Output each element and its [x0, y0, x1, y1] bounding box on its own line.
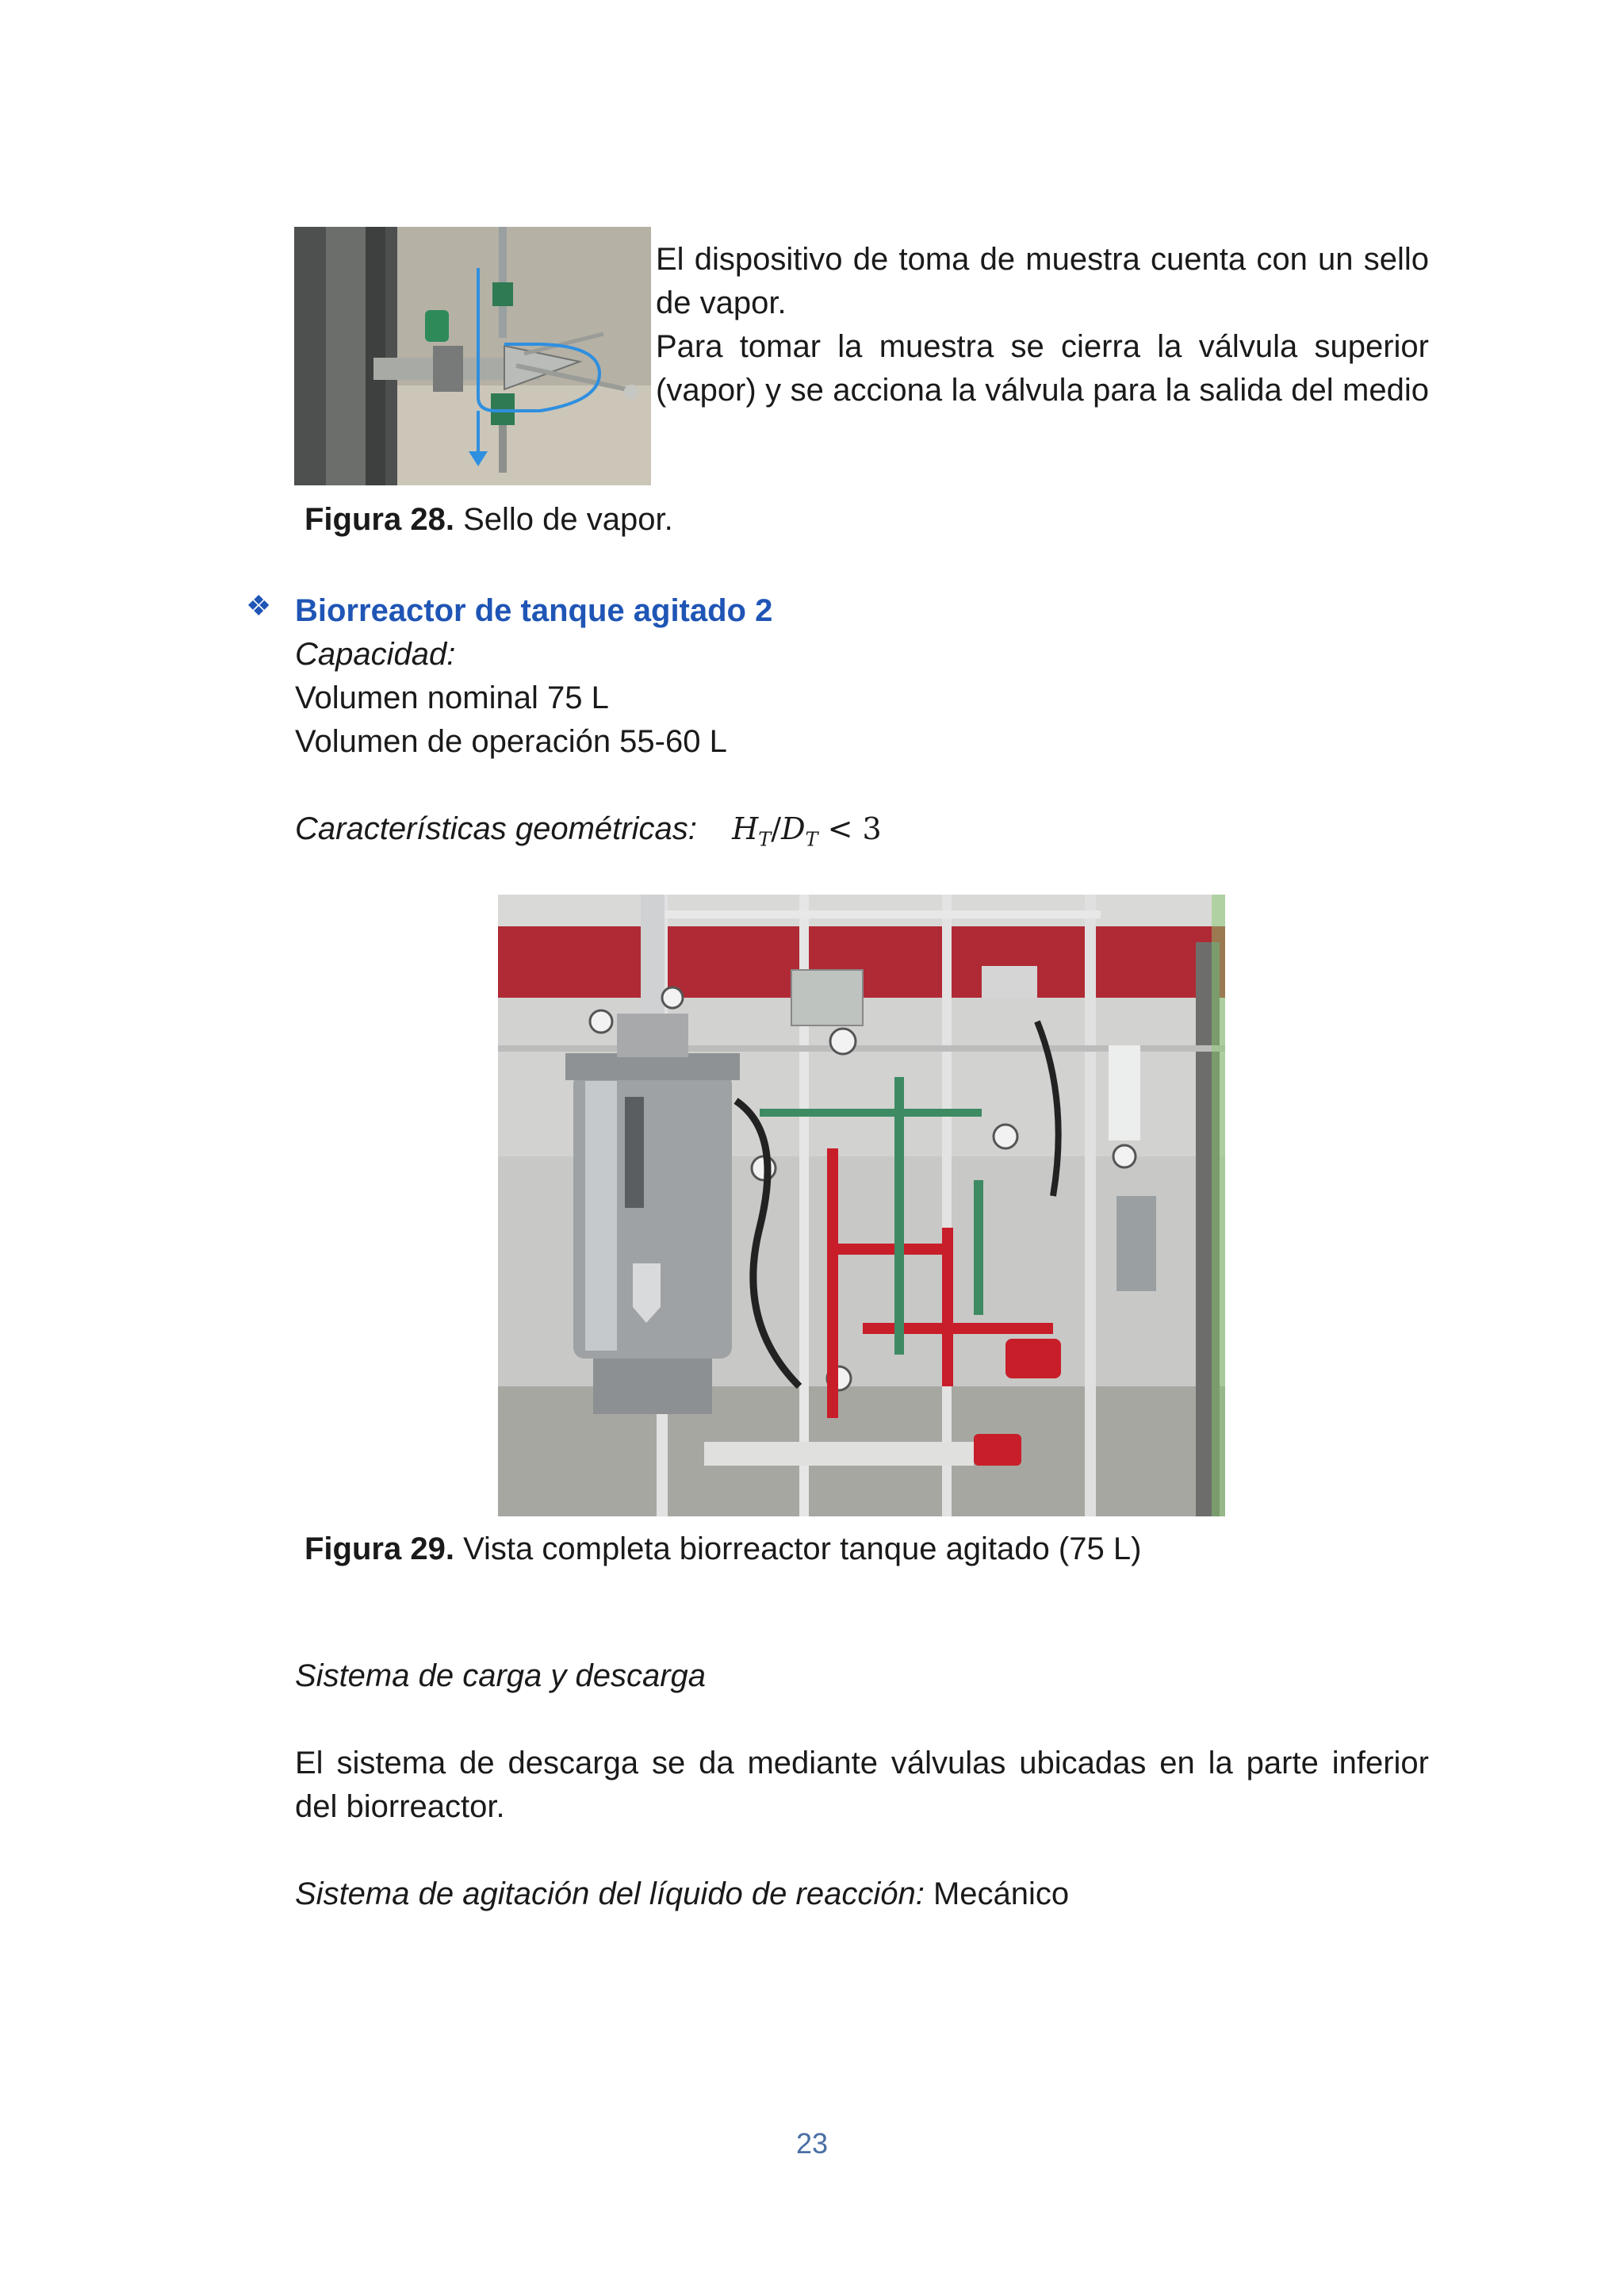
intro-line-3: Para tomar la muestra se cierra la válvula superior	[656, 329, 1429, 364]
figure-28-text: Sello de vapor.	[454, 502, 673, 537]
geometric-characteristics	[295, 807, 882, 862]
figure-29-caption	[304, 1529, 1141, 1569]
figure-29-label: Figura 29.	[304, 1531, 454, 1566]
intro-line-1: El dispositivo de toma de muestra cuenta con un sello	[656, 242, 1429, 277]
agitation-label: Sistema de agitación del líquido de reacción:	[295, 1876, 925, 1911]
page-number: 23	[795, 2127, 829, 2160]
geometric-label: Características geométricas:	[295, 811, 697, 846]
formula-d-sub: T	[805, 828, 818, 851]
agitation-value: Mecánico	[924, 1876, 1070, 1911]
capacity-label: Capacidad:	[295, 637, 456, 672]
operation-volume: Volumen de operación 55-60 L	[295, 724, 727, 759]
bioreactor-illustration	[498, 895, 1225, 1516]
formula-h-sub: T	[758, 828, 772, 851]
geometric-formula	[732, 811, 882, 851]
loading-paragraph-line-1: El sistema de descarga se da mediante válvulas ubicadas en la parte inferior	[295, 1746, 1429, 1780]
formula-h: H	[732, 811, 759, 846]
nominal-volume: Volumen nominal 75 L	[295, 680, 609, 715]
diamond-bullet-icon: ❖	[246, 589, 272, 622]
figure-28-label: Figura 28.	[304, 502, 454, 537]
figure-29-text: Vista completa biorreactor tanque agitado (75 L)	[454, 1531, 1142, 1566]
intro-line-2: de vapor.	[656, 286, 787, 320]
section-bullet	[246, 589, 293, 623]
loading-paragraph-line-2: del biorreactor.	[295, 1789, 505, 1824]
formula-d: D	[781, 811, 806, 846]
figure-28-caption	[304, 500, 673, 539]
bioreactor-photo	[498, 895, 1225, 1516]
formula-relation: < 3	[818, 811, 882, 846]
agitation-system	[295, 1872, 1069, 1916]
steam-seal-photo	[294, 227, 651, 485]
intro-line-4: (vapor) y se acciona la válvula para la salida del medio	[656, 373, 1429, 408]
section-heading: Biorreactor de tanque agitado 2	[295, 593, 773, 628]
loading-system-title: Sistema de carga y descarga	[295, 1658, 707, 1693]
steam-seal-illustration	[294, 227, 651, 485]
formula-slash: /	[771, 811, 782, 846]
